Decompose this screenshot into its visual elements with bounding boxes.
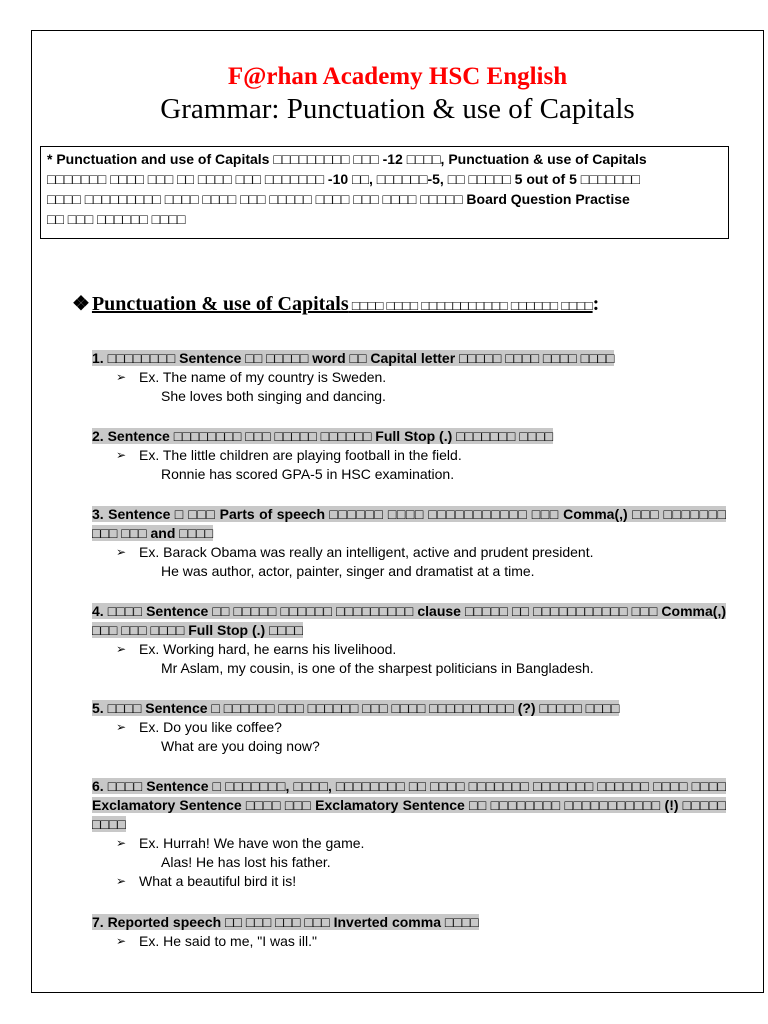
rule-5 (92, 699, 726, 756)
rule-title (92, 505, 726, 543)
example-continuation: What are you doing now? (161, 738, 320, 754)
rule-3 (92, 505, 726, 581)
rule-title (92, 699, 726, 718)
arrow-bullet-icon: ➢ (116, 642, 127, 656)
arrow-bullet-icon: ➢ (116, 874, 127, 888)
rule-1 (92, 349, 726, 406)
example-text: Ex. The name of my country is Sweden. (139, 369, 387, 385)
example-continuation: She loves both singing and dancing. (161, 388, 386, 404)
rule-title-text: 6. □□□□ Sentence □ □□□□□□□, □□□□, □□□□□□□□ □□ □□□□ □□□□□□□ □□□□□□□ □□□□□□ □□□□ □□□□ Exclamatory Sentence □□□□ □□□ Exclamatory Sentence □□ □□□□□□□□ □□□□□□□□□□□ (!) □□□□□ □□□□ (92, 778, 726, 832)
rule-title-text: 2. Sentence □□□□□□□□ □□□ □□□□□ □□□□□□ Full Stop (.) □□□□□□□ □□□□ (92, 428, 554, 444)
example-text: Ex. Hurrah! We have won the game. (139, 835, 365, 851)
rule-2 (92, 427, 726, 484)
example-text: Ex. Do you like coffee? (139, 719, 282, 735)
example-text: Ex. Barack Obama was really an intelligent, active and prudent president. (139, 544, 594, 560)
intro-note-line: □□□□ □□□□□□□□□ □□□□ □□□□ □□□ □□□□□ □□□□ □□□ □□□□ □□□□□ Board Question Practise (47, 191, 630, 207)
arrow-bullet-icon: ➢ (116, 545, 127, 559)
intro-note-line: * Punctuation and use of Capitals □□□□□□□□□ □□□ -12 □□□□, Punctuation & use of Capitals (47, 151, 647, 167)
example-text: Ex. Working hard, he earns his livelihood. (139, 641, 397, 657)
arrow-bullet-icon: ➢ (116, 370, 127, 384)
diamond-bullet-icon: ❖ (72, 293, 90, 315)
example-text: Ex. The little children are playing football in the field. (139, 447, 462, 463)
section-heading-suffix: □□□□ □□□□ □□□□□□□□□□□ □□□□□□ □□□□ (348, 298, 593, 313)
arrow-bullet-icon: ➢ (116, 934, 127, 948)
arrow-bullet-icon: ➢ (116, 836, 127, 850)
example-item (92, 446, 726, 465)
rule-title-text: 4. □□□□ Sentence □□ □□□□□ □□□□□□ □□□□□□□□□ clause □□□□□ □□ □□□□□□□□□□□ □□□ Comma(,) □□□ □□□ □□□□ Full Stop (.) □□□□ (92, 603, 726, 638)
intro-note-line: □□ □□□ □□□□□□ □□□□ (47, 211, 186, 227)
example-continuation: Alas! He has lost his father. (161, 854, 331, 870)
rule-title (92, 602, 726, 640)
example-continuation: Mr Aslam, my cousin, is one of the sharpest politicians in Bangladesh. (161, 660, 594, 676)
academy-title: F@rhan Academy HSC English (227, 63, 568, 90)
document-page (31, 30, 764, 993)
example-item (92, 368, 726, 387)
rule-7 (92, 913, 726, 951)
example-text: Ex. He said to me, "I was ill." (139, 933, 317, 949)
intro-note-line: □□□□□□□ □□□□ □□□ □□ □□□□ □□□ □□□□□□□ -10 □□, □□□□□□-5, □□ □□□□□ 5 out of 5 □□□□□□□ (47, 171, 640, 187)
arrow-bullet-icon: ➢ (116, 720, 127, 734)
rule-title-text: 3. Sentence □ □□□ Parts of speech □□□□□□ □□□□ □□□□□□□□□□□ □□□ Comma(,) □□□ □□□□□□□ □□□ □□□ and □□□□ (92, 506, 726, 541)
intro-note-box (40, 146, 729, 239)
example-text: What a beautiful bird it is! (139, 873, 297, 889)
example-item (92, 640, 726, 659)
page-title: Grammar: Punctuation & use of Capitals (160, 93, 635, 125)
rule-title-text: 7. Reported speech □□ □□□ □□□ □□□ Inverted comma □□□□ (92, 914, 479, 930)
example-item (92, 543, 726, 562)
section-heading (72, 291, 599, 316)
rule-6 (92, 777, 726, 891)
rule-title-text: 1. □□□□□□□□ Sentence □□ □□□□□ word □□ Capital letter □□□□□ □□□□ □□□□ □□□□ (92, 350, 615, 366)
rule-title-text: 5. □□□□ Sentence □ □□□□□□ □□□ □□□□□□ □□□ □□□□ □□□□□□□□□□ (?) □□□□□ □□□□ (92, 700, 620, 716)
rule-4 (92, 602, 726, 678)
example-item (92, 718, 726, 737)
example-item (92, 834, 726, 853)
example-continuation: Ronnie has scored GPA-5 in HSC examination. (161, 466, 455, 482)
rule-title (92, 913, 726, 932)
section-heading-text (92, 293, 593, 315)
arrow-bullet-icon: ➢ (116, 448, 127, 462)
rule-title (92, 349, 726, 368)
rule-title (92, 427, 726, 446)
example-item (92, 872, 726, 891)
example-continuation: He was author, actor, painter, singer and dramatist at a time. (161, 563, 535, 579)
section-heading-colon: : (592, 293, 600, 315)
rule-title (92, 777, 726, 834)
example-item (92, 932, 726, 951)
section-heading-main: Punctuation & use of Capitals (91, 293, 349, 315)
